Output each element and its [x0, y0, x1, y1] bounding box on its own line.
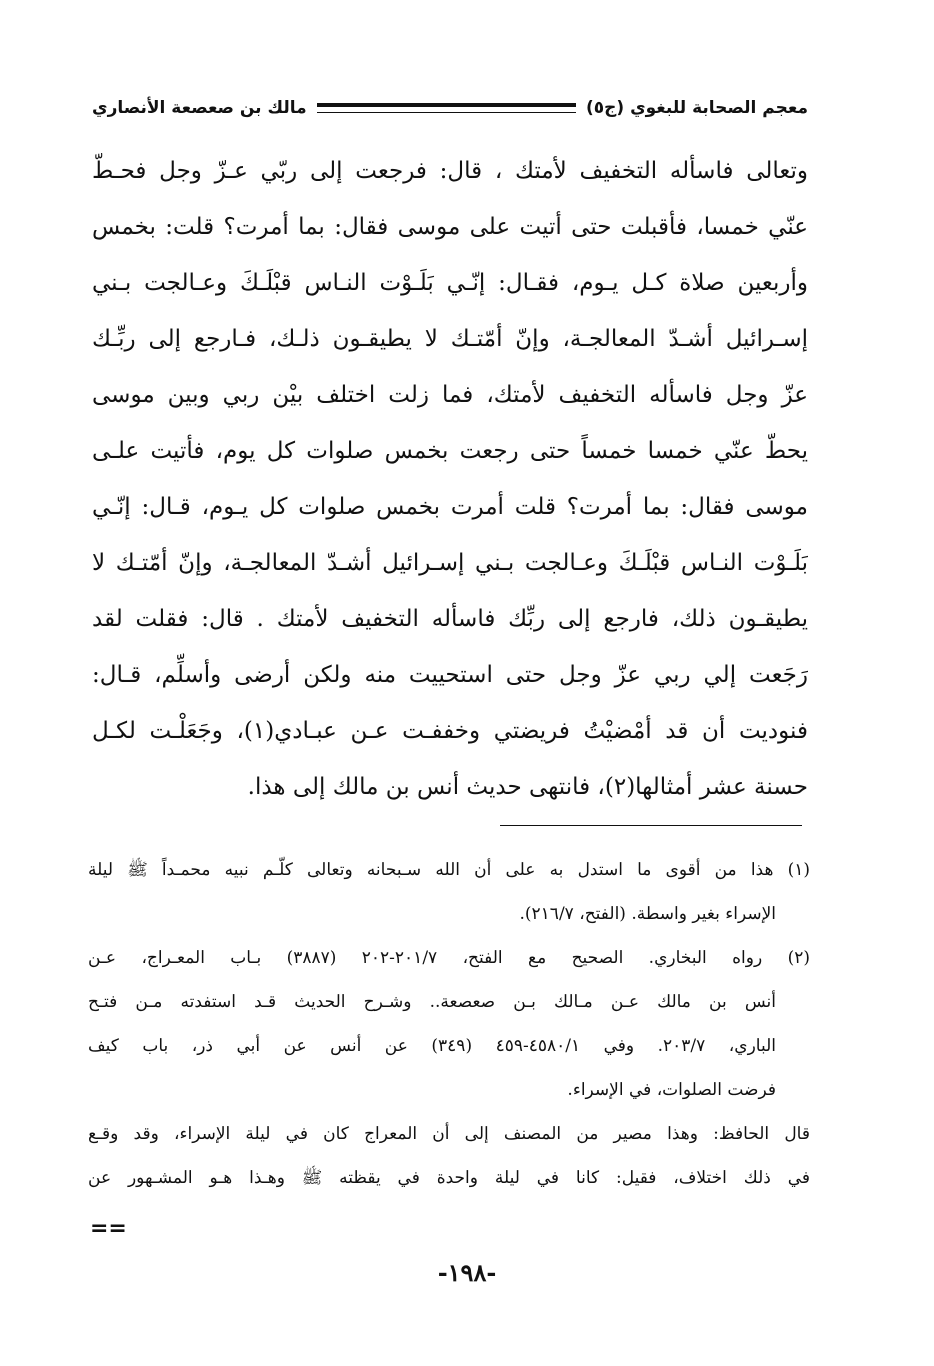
main-text-line: حسنة عشر أمثالها(٢)، فانتهى حديث أنس بن مالك إلى هذا. — [247, 774, 808, 800]
footnote-line: الإسراء بغير واسطة. (الفتح، ٢١٦/٧). — [519, 904, 776, 924]
footnote-line: قال الحافظ: وهذا مصير من المصنف إلى أن المعراج كان في ليلة الإسراء، وقد وقـع — [88, 1124, 810, 1144]
main-text-body — [92, 143, 808, 815]
footnotes — [88, 848, 810, 1200]
main-text-line: عنّي خمسا، فأقبلت حتى أتيت على موسى فقال: بما أمرت؟ قلت: بخمس — [92, 214, 808, 240]
header-chapter-title: مالك بن صعصعة الأنصاري — [92, 98, 307, 118]
footnote-line: الباري، ٢٠٣/٧. وفي ٤٥٨٠/١-٤٥٩ (٣٤٩) عن أنس عن أبي ذر، باب كيف — [88, 1036, 777, 1056]
footnote-line: فرضت الصلوات، في الإسراء. — [567, 1080, 776, 1100]
footnote-continuation-mark: == — [90, 1216, 127, 1241]
footnote-line: (١) هذا من أقوى ما استدل به على أن الله سـبحانه وتعالى كلّـم نبيه محمـداً ﷺ ليلة — [88, 860, 810, 880]
main-text-line: رَجَعت إلي ربي عزّ وجل حتى استحييت منه ولكن أرضى وأسلِّم، قـال: — [92, 662, 808, 688]
footnote-line: في ذلك اختلاف، فقيل: كانا في ليلة واحدة في يقظته ﷺ وهـذا هـو المشـهور عن — [88, 1168, 810, 1188]
main-text-line: إسـرائيل أشـدّ المعالجـة، وإنّ أمّتـك لا يطيقـون ذلـك، فـارجع إلى ربِّـك — [92, 326, 808, 352]
main-text-line: فنوديت أن قد أمْضيْتُ فريضتي وخففـت عـن عبـادي(١)، وجَعَلْـت لكـل — [92, 718, 808, 744]
main-text-line: وتعالى فاسأله التخفيف لأمتك ، قال: فرجعت إلى ربّي عـزّ وجل فحـطّ — [92, 158, 808, 184]
main-text-line: يطيقـون ذلك، فارجع إلى ربِّك فاسأله التخفيف لأمتك . قال: فقلت لقد — [92, 606, 808, 632]
footnote-line: أنس بن مالك عـن مـالك بـن صعصعة.. وشـرح الحديث قـد استفدته مـن فتـح — [88, 992, 776, 1012]
main-text-line: وأربعين صلاة كـل يـوم، فقـال: إنّـي بَلَـوْت النـاس قبْلَـكَ وعـالجت بـني — [92, 270, 808, 296]
page-number: -١٩٨- — [437, 1258, 497, 1287]
main-text-line: يحطّ عنّي خمسا خمساً حتى رجعت بخمس صلوات كل يوم، فأتيت علـى — [92, 438, 808, 464]
running-header — [92, 92, 808, 124]
footnote-line: (٢) رواه البخاري. الصحيح مع الفتح، ٢٠١/٧-٢٠٢ (٣٨٨٧) بـاب المعـراج، عـن — [88, 948, 810, 968]
header-rule — [317, 103, 576, 113]
header-book-title: معجم الصحابة للبغوي (ج٥) — [585, 98, 808, 118]
main-text-line: بَلَـوْت النـاس قبْلَـكَ وعـالجت بـني إسـرائيل أشـدّ المعالجـة، وإنّ أمّتـك لا — [92, 550, 808, 576]
main-text-line: عزّ وجل فاسأله التخفيف لأمتك، فما زلت اختلف بيْن ربي وبين موسى — [92, 382, 808, 408]
main-text-line: موسى فقال: بما أمرت؟ قلت أمرت بخمس صلوات كل يـوم، قـال: إنّـي — [92, 494, 808, 520]
footnote-divider — [500, 825, 802, 826]
